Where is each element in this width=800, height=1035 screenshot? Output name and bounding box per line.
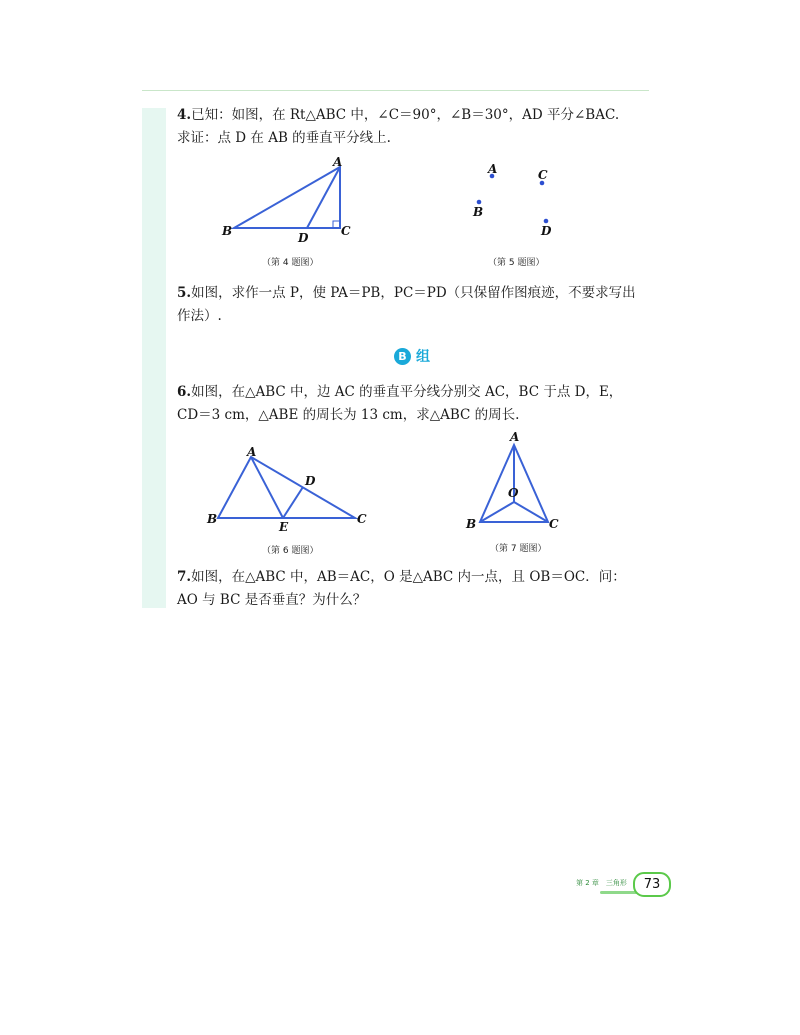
label-d: D <box>305 474 316 488</box>
right-angle-mark <box>333 221 340 228</box>
problem-6-line-1 <box>177 381 647 404</box>
label-a: A <box>488 162 498 176</box>
problem-7-line-1 <box>177 566 647 589</box>
problem-5-text-2: 作法）. <box>177 308 222 324</box>
problem-4-text-2: 求证：点 D 在 AB 的垂直平分线上. <box>177 130 391 146</box>
problem-5-text-1: 如图，求作一点 P，使 PA＝PB，PC＝PD（只保留作图痕迹，不要求写出 <box>191 285 636 301</box>
problem-7-line-2 <box>177 589 647 612</box>
group-b-heading <box>394 346 430 366</box>
label-a: A <box>247 445 257 459</box>
figure-5 <box>470 163 560 238</box>
problem-6 <box>177 381 647 427</box>
problem-4-line-1 <box>177 104 647 127</box>
label-b: B <box>207 512 218 526</box>
top-divider <box>142 90 649 91</box>
label-a: A <box>510 430 520 444</box>
figure-4-caption: （第 4 题图） <box>262 258 319 268</box>
figure-7 <box>463 430 573 535</box>
label-c: C <box>549 517 559 531</box>
problem-4-line-2 <box>177 127 647 150</box>
label-e: E <box>279 520 289 534</box>
problem-7 <box>177 566 647 612</box>
figure-6-caption: （第 6 题图） <box>262 546 319 556</box>
group-label: 组 <box>416 349 430 365</box>
label-o: O <box>508 486 519 500</box>
problem-7-number: 7. <box>177 569 192 585</box>
figure-6 <box>205 447 375 537</box>
label-d: D <box>541 224 552 238</box>
problem-7-text-1: 如图，在△ABC 中，AB＝AC，O 是△ABC 内一点，且 OB＝OC．问： <box>191 569 626 585</box>
label-b: B <box>222 224 233 238</box>
label-b: B <box>466 517 477 531</box>
point-d-dot <box>544 219 549 224</box>
label-c: C <box>357 512 367 526</box>
problem-6-text-1: 如图，在△ABC 中，边 AC 的垂直平分线分别交 AC，BC 于点 D，E， <box>191 384 623 400</box>
segment-de <box>283 487 303 518</box>
problem-6-text-2: CD＝3 cm，△ABE 的周长为 13 cm，求△ABC 的周长. <box>177 407 520 423</box>
problem-5-line-1 <box>177 282 647 305</box>
label-d: D <box>298 231 309 245</box>
label-c: C <box>538 168 548 182</box>
problem-6-number: 6. <box>177 384 192 400</box>
group-letter-badge: B <box>394 348 411 365</box>
problem-5-line-2 <box>177 305 647 328</box>
problem-4-number: 4. <box>177 107 192 123</box>
problem-5-number: 5. <box>177 285 192 301</box>
label-b: B <box>473 205 484 219</box>
problem-7-text-2: AO 与 BC 是否垂直？为什么？ <box>177 592 367 608</box>
figure-5-caption: （第 5 题图） <box>488 258 545 268</box>
point-b-dot <box>477 200 482 205</box>
side-color-band <box>142 108 166 608</box>
problem-4-text-1: 已知：如图，在 Rt△ABC 中，∠C＝90°，∠B＝30°，AD 平分∠BAC. <box>191 107 620 123</box>
problem-6-line-2 <box>177 404 647 427</box>
problem-5 <box>177 282 647 328</box>
chapter-footer: 第 2 章 三角形 <box>576 879 627 887</box>
triangle-abc <box>218 457 355 518</box>
figure-7-caption: （第 7 题图） <box>490 544 547 554</box>
page-number: 73 <box>633 872 671 897</box>
figure-4 <box>220 155 360 245</box>
label-c: C <box>341 224 351 238</box>
label-a: A <box>333 155 343 169</box>
problem-4 <box>177 104 647 150</box>
